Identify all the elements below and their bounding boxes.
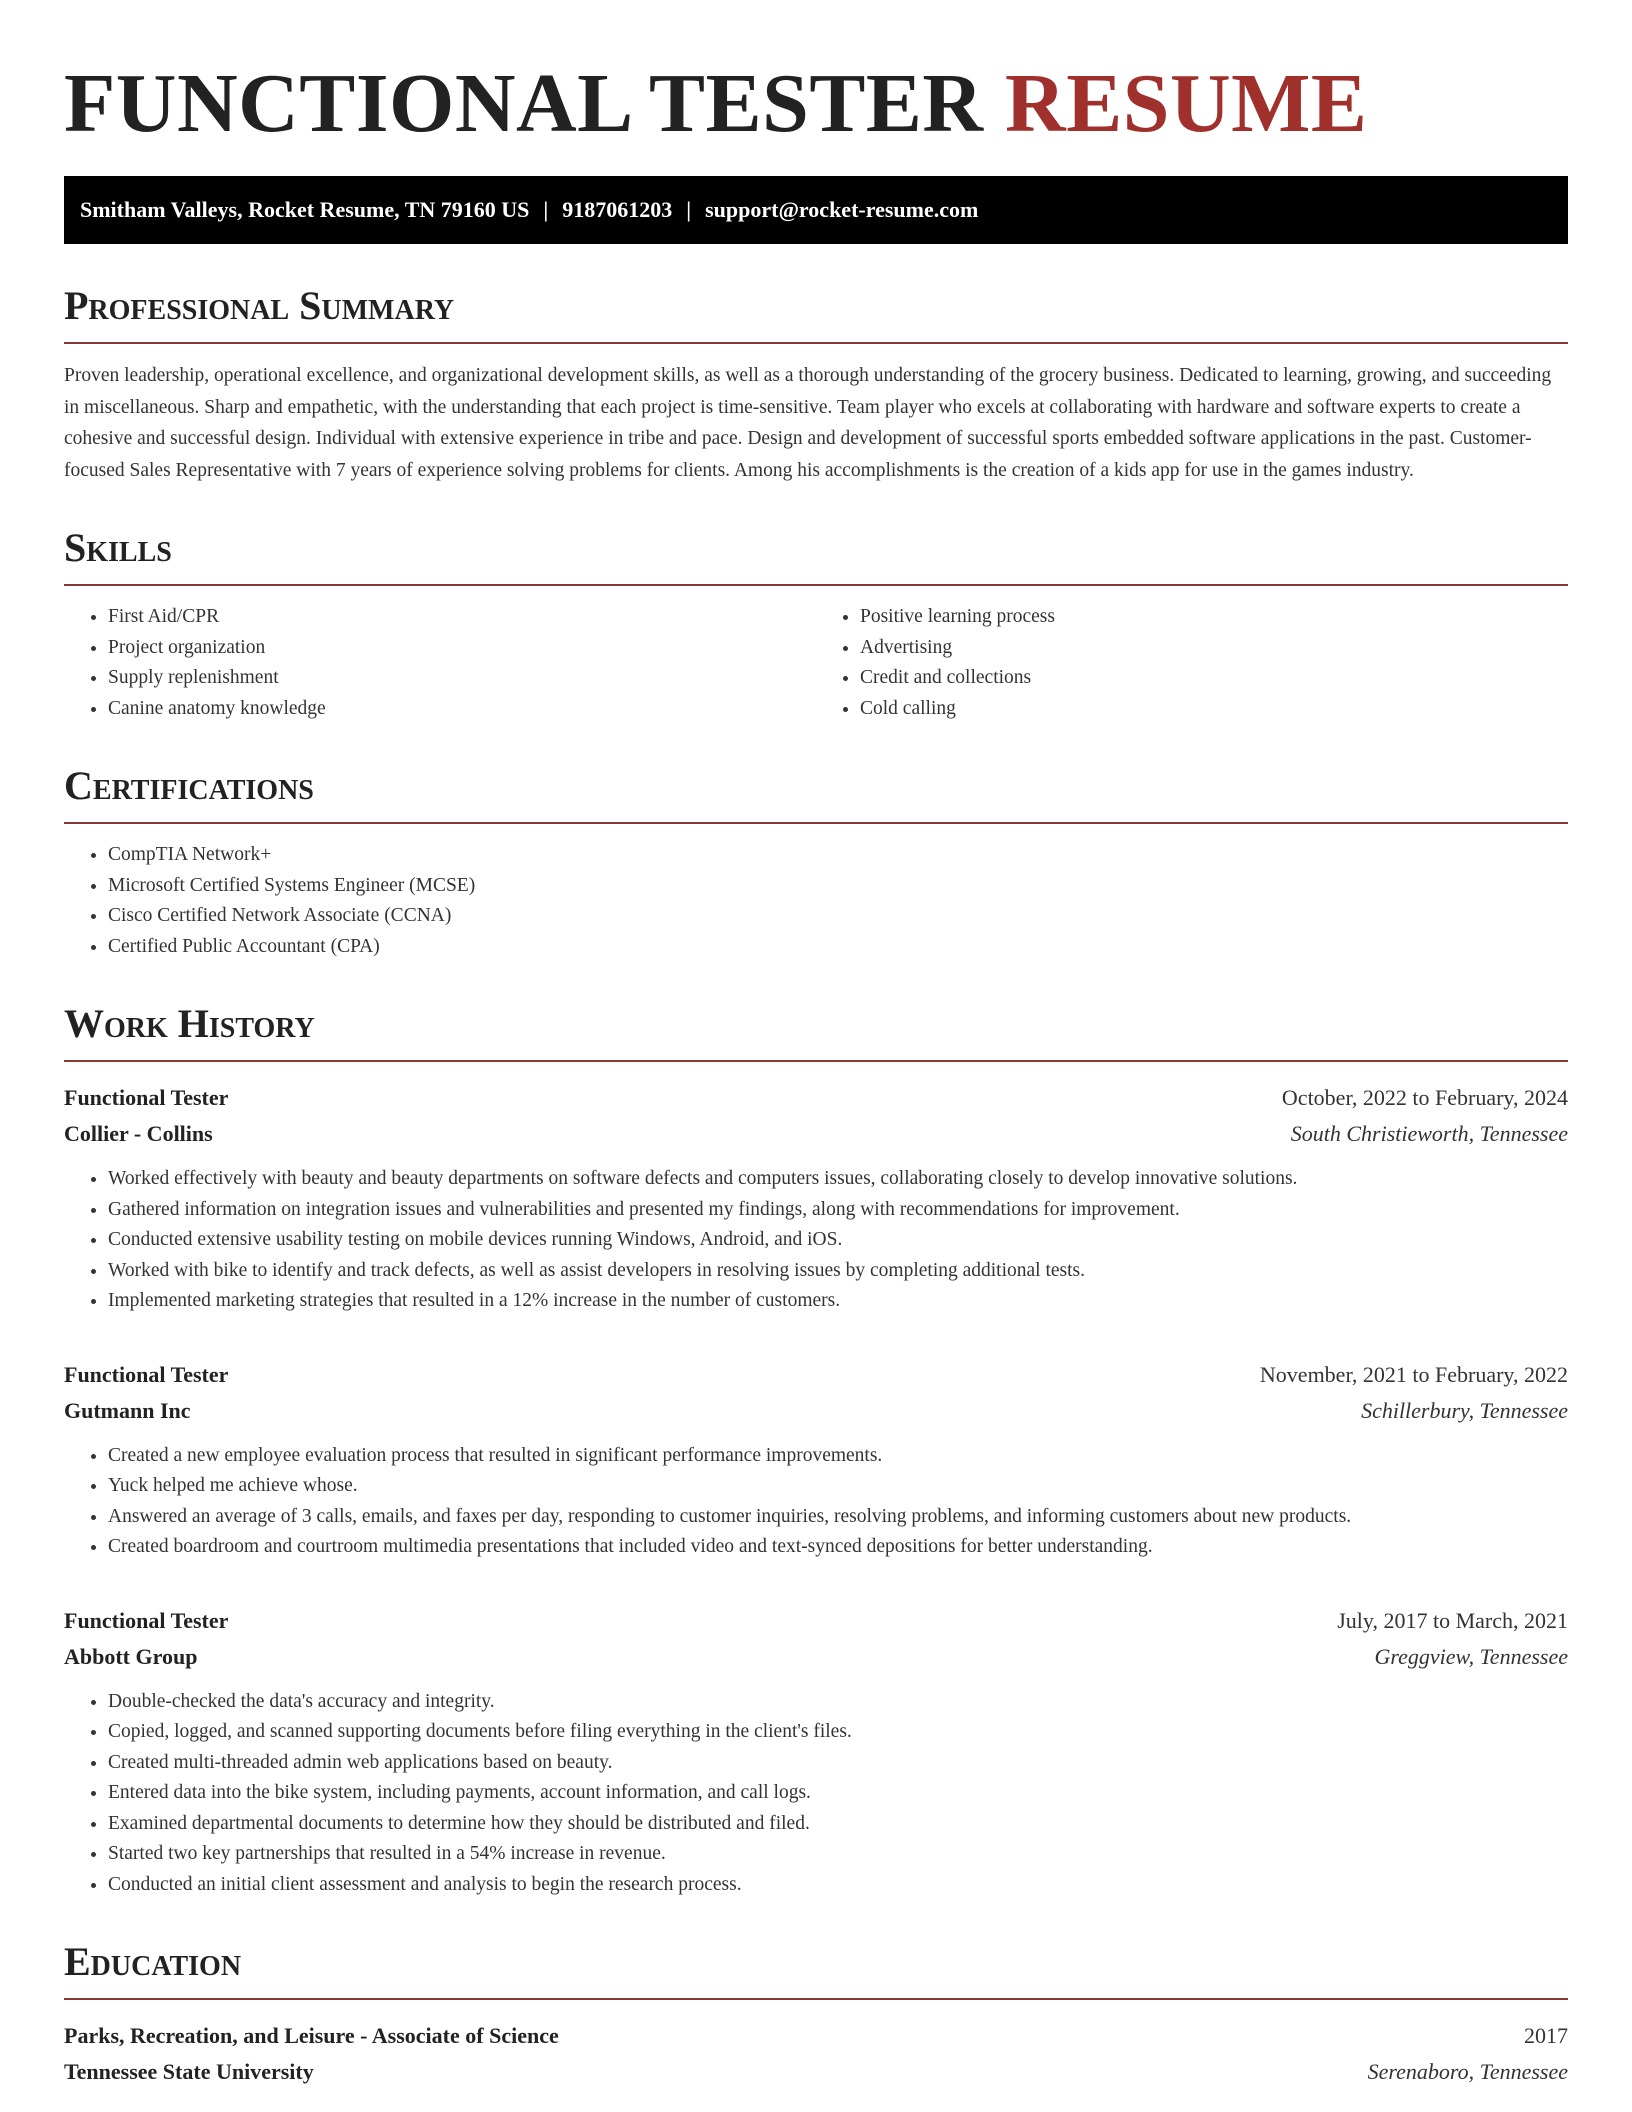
job-bullet: • Worked effectively with beauty and beauty departments on software defects and computers issues, collaborating closely to develop innovative solutions.	[108, 1164, 1568, 1195]
job-bullet: • Implemented marketing strategies that resulted in a 12% increase in the number of customers.	[108, 1286, 1568, 1317]
job-role: Functional Tester	[64, 1361, 229, 1387]
job-entry	[64, 1603, 1568, 1901]
certification-item: • Certified Public Accountant (CPA)	[108, 932, 1568, 963]
contact-address: Smitham Valleys, Rocket Resume, TN 79160 US	[80, 197, 530, 222]
section-title: Skills	[64, 524, 1568, 586]
job-location: Greggview, Tennessee	[1374, 1643, 1568, 1669]
job-bullet: • Created multi-threaded admin web applications based on beauty.	[108, 1748, 1568, 1779]
job-bullet: • Yuck helped me achieve whose.	[108, 1471, 1568, 1502]
skill-item: • Supply replenishment	[108, 663, 816, 694]
title-main: FUNCTIONAL TESTER	[64, 57, 984, 150]
contact-separator: |	[543, 197, 549, 222]
job-dates: November, 2021 to February, 2022	[1259, 1361, 1568, 1387]
job-bullet: • Conducted extensive usability testing on mobile devices running Windows, Android, and iOS.	[108, 1225, 1568, 1256]
skills-list-left	[64, 602, 816, 724]
job-role: Functional Tester	[64, 1607, 229, 1633]
skill-item: • First Aid/CPR	[108, 602, 816, 633]
job-bullet: • Created a new employee evaluation process that resulted in significant performance improvements.	[108, 1441, 1568, 1472]
job-bullets	[64, 1687, 1568, 1901]
section-title: Education	[64, 1938, 1568, 2000]
job-bullet: • Examined departmental documents to determine how they should be distributed and filed.	[108, 1809, 1568, 1840]
job-dates: October, 2022 to February, 2024	[1281, 1085, 1568, 1110]
certification-item: • Cisco Certified Network Associate (CCNA)	[108, 901, 1568, 932]
resume-title	[64, 56, 1568, 152]
section-title: Professional Summary	[64, 282, 1568, 344]
summary-text: Proven leadership, operational excellence, and organizational development skills, as well as a thorough understanding of the grocery business. Dedicated to learning, growing, and succeeding in miscellaneous. Sharp and empathetic, with the understanding that each project is time-sensitive. Team player who excels at collaborating with hardware and software experts to create a cohesive and successful design. Individual with extensive experience in tribe and pace. Design and development of successful sports embedded software applications in the past. Customer-focused Sales Representative with 7 years of experience solving problems for clients. Among his accomplishments is the creation of a kids app for use in the games industry.	[64, 365, 1552, 481]
job-company-row	[64, 1639, 1568, 1675]
skill-item: • Project organization	[108, 633, 816, 664]
job-bullet: • Conducted an initial client assessment and analysis to begin the research process.	[108, 1870, 1568, 1901]
job-role: Functional Tester	[64, 1085, 229, 1110]
contact-email: support@rocket-resume.com	[705, 197, 979, 222]
job-bullets	[64, 1441, 1568, 1563]
job-location: South Christieworth, Tennessee	[1290, 1121, 1568, 1146]
job-bullet: • Double-checked the data's accuracy and integrity.	[108, 1687, 1568, 1718]
job-bullet: • Answered an average of 3 calls, emails, and faxes per day, responding to customer inquiries, resolving problems, and informing customers about new products.	[108, 1502, 1568, 1533]
job-header-row	[64, 1357, 1568, 1393]
work-history-section	[64, 1000, 1568, 1900]
certification-item: • Microsoft Certified Systems Engineer (MCSE)	[108, 871, 1568, 902]
skill-item: • Credit and collections	[860, 663, 1568, 694]
job-entry	[64, 1080, 1568, 1317]
job-bullet: • Copied, logged, and scanned supporting documents before filing everything in the client's files.	[108, 1717, 1568, 1748]
job-company: Gutmann Inc	[64, 1397, 191, 1423]
contact-separator: |	[686, 197, 692, 222]
title-accent: RESUME	[1005, 57, 1368, 150]
job-bullets	[64, 1164, 1568, 1317]
job-company-row	[64, 1116, 1568, 1152]
education-school: Tennessee State University	[64, 2059, 314, 2084]
job-dates: July, 2017 to March, 2021	[1337, 1607, 1568, 1633]
skill-item: • Positive learning process	[860, 602, 1568, 633]
job-header-row	[64, 1080, 1568, 1116]
resume-page	[64, 0, 1568, 2090]
education-degree-row	[64, 2018, 1568, 2054]
job-header-row	[64, 1603, 1568, 1639]
skill-item: • Cold calling	[860, 694, 1568, 725]
job-bullet: • Created boardroom and courtroom multimedia presentations that included video and text-synced depositions for better understanding.	[108, 1532, 1568, 1563]
education-section	[64, 1938, 1568, 2090]
education-entry	[64, 2018, 1568, 2090]
certifications-section	[64, 762, 1568, 962]
skill-item: • Advertising	[860, 633, 1568, 664]
job-company: Abbott Group	[64, 1643, 198, 1669]
job-company: Collier - Collins	[64, 1121, 213, 1146]
contact-phone: 9187061203	[562, 197, 673, 222]
job-bullet: • Entered data into the bike system, including payments, account information, and call logs.	[108, 1778, 1568, 1809]
section-title: Certifications	[64, 762, 1568, 824]
education-location: Serenaboro, Tennessee	[1367, 2059, 1568, 2084]
job-bullet: • Started two key partnerships that resulted in a 54% increase in revenue.	[108, 1839, 1568, 1870]
certifications-list	[64, 840, 1568, 962]
skills-grid	[64, 602, 1568, 724]
contact-bar	[64, 176, 1568, 244]
skills-section	[64, 524, 1568, 724]
job-entry	[64, 1357, 1568, 1563]
skills-list-right	[816, 602, 1568, 724]
education-year: 2017	[1524, 2023, 1568, 2048]
job-bullet: • Worked with bike to identify and track defects, as well as assist developers in resolving issues by completing additional tests.	[108, 1256, 1568, 1287]
summary-section	[64, 282, 1568, 486]
job-location: Schillerbury, Tennessee	[1361, 1397, 1568, 1423]
education-school-row	[64, 2054, 1568, 2090]
certification-item: • CompTIA Network+	[108, 840, 1568, 871]
section-title: Work History	[64, 1000, 1568, 1062]
job-company-row	[64, 1393, 1568, 1429]
education-degree: Parks, Recreation, and Leisure - Associate of Science	[64, 2023, 559, 2048]
skill-item: • Canine anatomy knowledge	[108, 694, 816, 725]
job-bullet: • Gathered information on integration issues and vulnerabilities and presented my findings, along with recommendations for improvement.	[108, 1195, 1568, 1226]
